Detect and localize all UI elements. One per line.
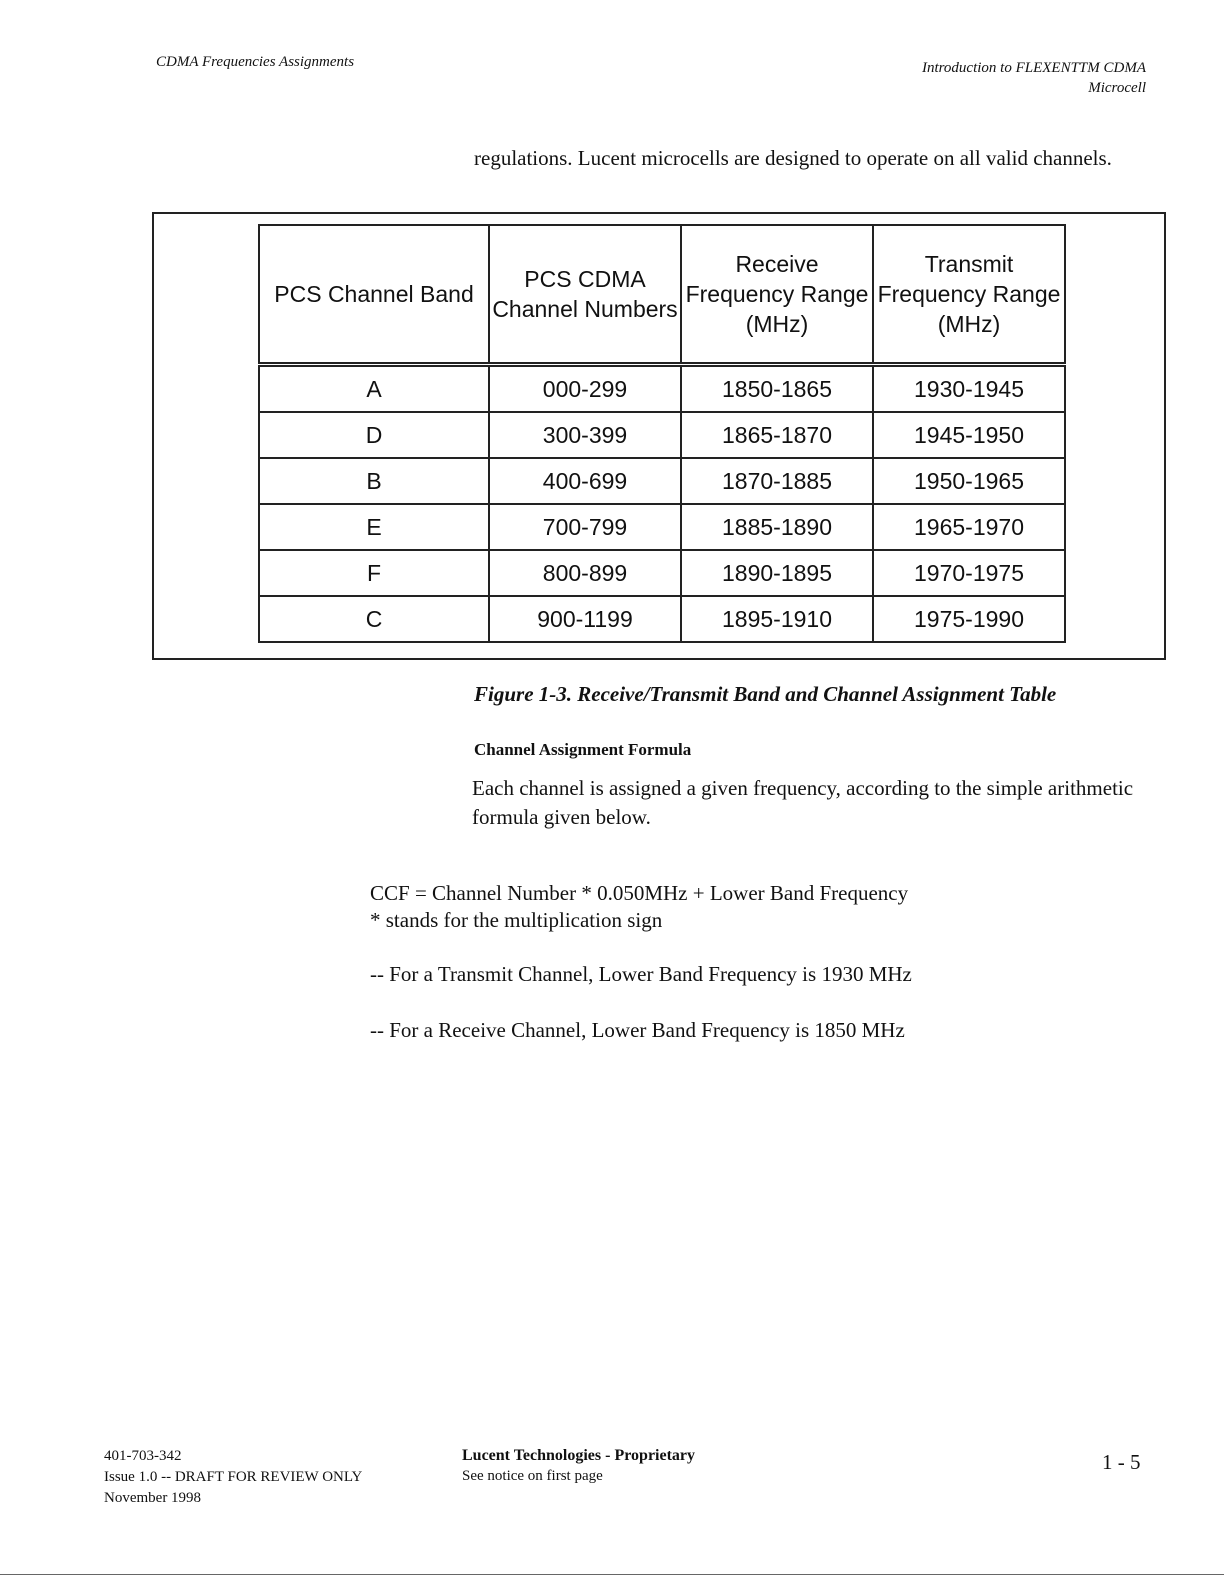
- section-heading: Channel Assignment Formula: [474, 740, 692, 759]
- figure-caption: Figure 1-3. Receive/Transmit Band and Channel Assignment Table: [474, 682, 1057, 706]
- cell-band: E: [259, 504, 489, 550]
- cell-receive-range: 1850-1865: [681, 365, 873, 413]
- cell-transmit-range: 1945-1950: [873, 412, 1065, 458]
- running-header-right: [922, 58, 1146, 98]
- cell-transmit-range: 1950-1965: [873, 458, 1065, 504]
- running-header-right-line1: Introduction to FLEXENTTM CDMA: [921, 60, 1146, 76]
- cell-band: D: [259, 412, 489, 458]
- cell-band: C: [259, 596, 489, 642]
- cell-transmit-range: 1965-1970: [873, 504, 1065, 550]
- cell-channel-numbers: 300-399: [489, 412, 681, 458]
- cell-channel-numbers: 400-699: [489, 458, 681, 504]
- footer-center: [462, 1446, 695, 1486]
- table-row: [259, 458, 1065, 504]
- cell-channel-numbers: 700-799: [489, 504, 681, 550]
- footer-left: [104, 1446, 362, 1509]
- note-receive: -- For a Receive Channel, Lower Band Frequency is 1850 MHz: [370, 1018, 905, 1042]
- footer-notice: See notice on first page: [462, 1468, 603, 1484]
- section-paragraph: Each channel is assigned a given frequency, according to the simple arithmetic formula given below.: [472, 776, 1134, 829]
- cell-receive-range: 1895-1910: [681, 596, 873, 642]
- footer-company: Lucent Technologies - Proprietary: [462, 1447, 696, 1464]
- table-row: [259, 550, 1065, 596]
- cell-channel-numbers: 900-1199: [489, 596, 681, 642]
- intro-paragraph: regulations. Lucent microcells are designed to operate on all valid channels.: [474, 146, 1112, 170]
- footer-date: November 1998: [104, 1490, 202, 1506]
- cell-band: A: [259, 365, 489, 413]
- table-header-row: [259, 225, 1065, 365]
- cell-band: F: [259, 550, 489, 596]
- cell-receive-range: 1890-1895: [681, 550, 873, 596]
- formula-note: * stands for the multiplication sign: [370, 908, 663, 932]
- running-header-left: CDMA Frequencies Assignments: [156, 54, 355, 70]
- cell-channel-numbers: 000-299: [489, 365, 681, 413]
- column-header-transmit-range: Transmit Frequency Range (MHz): [873, 225, 1065, 365]
- cell-transmit-range: 1930-1945: [873, 365, 1065, 413]
- column-header-band: PCS Channel Band: [259, 225, 489, 365]
- cell-channel-numbers: 800-899: [489, 550, 681, 596]
- cell-receive-range: 1885-1890: [681, 504, 873, 550]
- channel-assignment-table: [258, 224, 1066, 643]
- running-header-right-line2: Microcell: [1088, 80, 1146, 96]
- table-row: [259, 365, 1065, 413]
- table-row: [259, 504, 1065, 550]
- cell-transmit-range: 1975-1990: [873, 596, 1065, 642]
- cell-band: B: [259, 458, 489, 504]
- cell-receive-range: 1865-1870: [681, 412, 873, 458]
- formula-block: [370, 880, 908, 934]
- page-number: 1 - 5: [1102, 1450, 1141, 1474]
- footer-issue: Issue 1.0 -- DRAFT FOR REVIEW ONLY: [104, 1469, 363, 1485]
- bottom-rule: [0, 1574, 1224, 1575]
- cell-transmit-range: 1970-1975: [873, 550, 1065, 596]
- table-row: [259, 412, 1065, 458]
- cell-receive-range: 1870-1885: [681, 458, 873, 504]
- note-transmit: -- For a Transmit Channel, Lower Band Frequency is 1930 MHz: [370, 962, 912, 986]
- column-header-receive-range: Receive Frequency Range (MHz): [681, 225, 873, 365]
- table-row: [259, 596, 1065, 642]
- formula-text: CCF = Channel Number * 0.050MHz + Lower Band Frequency: [370, 881, 909, 905]
- footer-doc-number: 401-703-342: [104, 1448, 182, 1464]
- column-header-channel-numbers: PCS CDMA Channel Numbers: [489, 225, 681, 365]
